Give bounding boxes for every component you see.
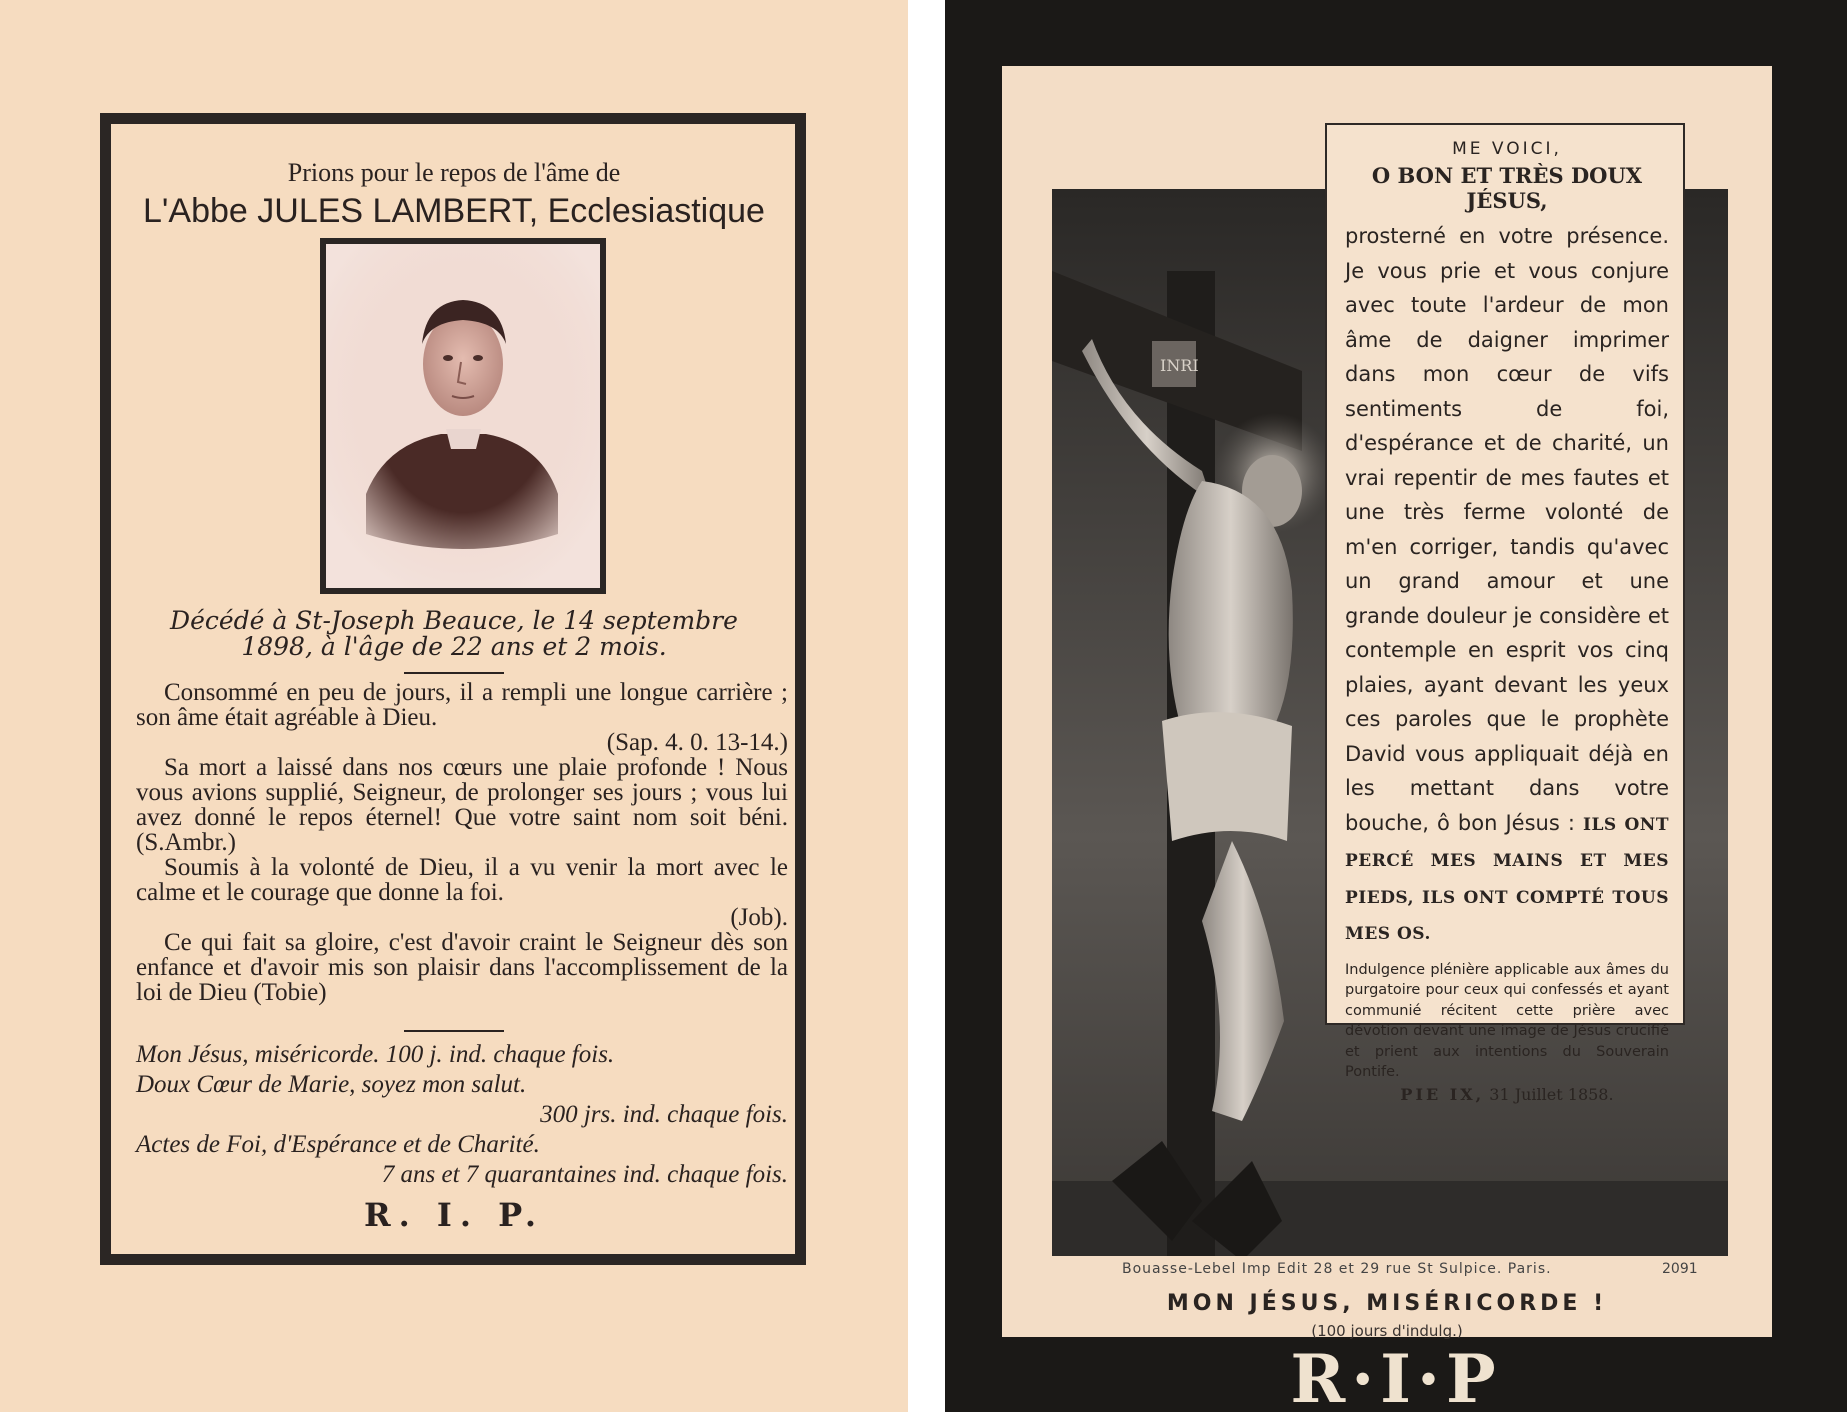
death-notice-line-1: Décédé à St-Joseph Beauce, le 14 septembre <box>170 606 738 635</box>
caption: MON JÉSUS, MISÉRICORDE ! <box>1166 1291 1608 1316</box>
prayer-address: O BON ET TRÈS DOUX JÉSUS, <box>1371 163 1643 213</box>
epitaph-paragraph-1: Consommé en peu de jours, il a rempli une longue carrière ; son âme était agréable à Dieu. <box>136 679 788 731</box>
deceased-name: L'Abbe JULES LAMBERT, Ecclesiastique <box>143 192 765 230</box>
epitaph-paragraph-2: Sa mort a laissé dans nos cœurs une plaie profonde ! Nous vous avions supplié, Seigneur, de prolonger ses jours ; vous lui avez donné le repos éternel! Que votre saint nom soit béni. (S.Ambr.) <box>136 754 788 856</box>
epitaph-paragraph-3: Soumis à la volonté de Dieu, il a vu venir la mort avec le calme et le courage que donne la foi. <box>136 854 788 906</box>
epitaph-text <box>136 680 788 1005</box>
indulgence-3a: Actes de Foi, d'Espérance et de Charité. <box>136 1131 540 1158</box>
divider <box>404 672 504 674</box>
card-paper <box>1002 66 1772 1340</box>
epitaph-ref-1: (Sap. 4. 0. 13-14.) <box>606 729 788 756</box>
cross-inscription: INRI <box>1160 356 1199 375</box>
caption-indulgence: (100 jours d'indulg.) <box>1311 1322 1463 1340</box>
death-notice-line-2: 1898, à l'âge de 22 ans et 2 mois. <box>241 632 667 662</box>
indulgence-2b: 300 jrs. ind. chaque fois. <box>540 1101 788 1128</box>
prayer-body: prosterné en votre présence. Je vous prie et vous conjure avec toute l'ardeur de mon âme de daigner imprimer dans mon cœur de vifs sentiments de foi, d'espérance et de charité, un vrai repentir de mes fautes et une très ferme volonté de m'en corriger, tandis qu'avec un grand amour et une grande douleur je considère et contemple en esprit vos cinq plaies, ayant devant les yeux ces paroles que le prophète David vous appliquait déjà en les mettant dans votre bouche, ô bon Jésus : <box>1345 224 1669 835</box>
indulgence-1: Mon Jésus, miséricorde. 100 j. ind. chaque fois. <box>136 1041 615 1068</box>
indulgence-2a: Doux Cœur de Marie, soyez mon salut. <box>136 1071 527 1098</box>
death-notice <box>0 608 908 661</box>
divider <box>404 1030 504 1032</box>
rip-text: R·I·P <box>1290 1340 1502 1418</box>
prayer-panel <box>1325 123 1685 1104</box>
prayer-scripture: ILS ONT PERCÉ MES MAINS ET MES PIEDS, ILS ONT COMPTÉ TOUS MES OS. <box>1345 814 1669 944</box>
epitaph-paragraph-4: Ce qui fait sa gloire, c'est d'avoir craint le Seigneur dès son enfance et d'avoir mis son plaisir dans l'accomplissement de la loi de Dieu (Tobie) <box>136 929 788 1006</box>
pope-name: PIE IX, <box>1400 1084 1485 1104</box>
memorial-card-front <box>0 0 908 1412</box>
memorial-card-back <box>945 0 1847 1418</box>
pope-attribution <box>1345 1085 1669 1104</box>
epitaph-ref-3: (Job). <box>730 904 788 931</box>
prayer-opening: ME VOICI, <box>1452 139 1562 159</box>
rip-text: R. I. P. <box>363 1196 545 1234</box>
indulgence-note: Indulgence plénière applicable aux âmes du purgatoire pour ceux qui confessés et ayant communié récitent cette prière avec dévotion devant une image de Jésus crucifié et prient aux intentions du Souverain Pontife. <box>1345 961 1669 1080</box>
prayer-heading: Prions pour le repos de l'âme de <box>287 158 621 187</box>
indulgences <box>136 1040 788 1190</box>
pope-date: 31 Juillet 1858. <box>1489 1084 1614 1104</box>
prayer-text <box>1345 219 1669 952</box>
print-number: 2091 <box>1662 1261 1698 1277</box>
portrait-photo <box>320 238 606 594</box>
printer-credit: Bouasse-Lebel Imp Edit 28 et 29 rue St Sulpice. Paris. <box>1122 1261 1552 1277</box>
indulgence-3b: 7 ans et 7 quarantaines ind. chaque fois. <box>381 1161 788 1188</box>
